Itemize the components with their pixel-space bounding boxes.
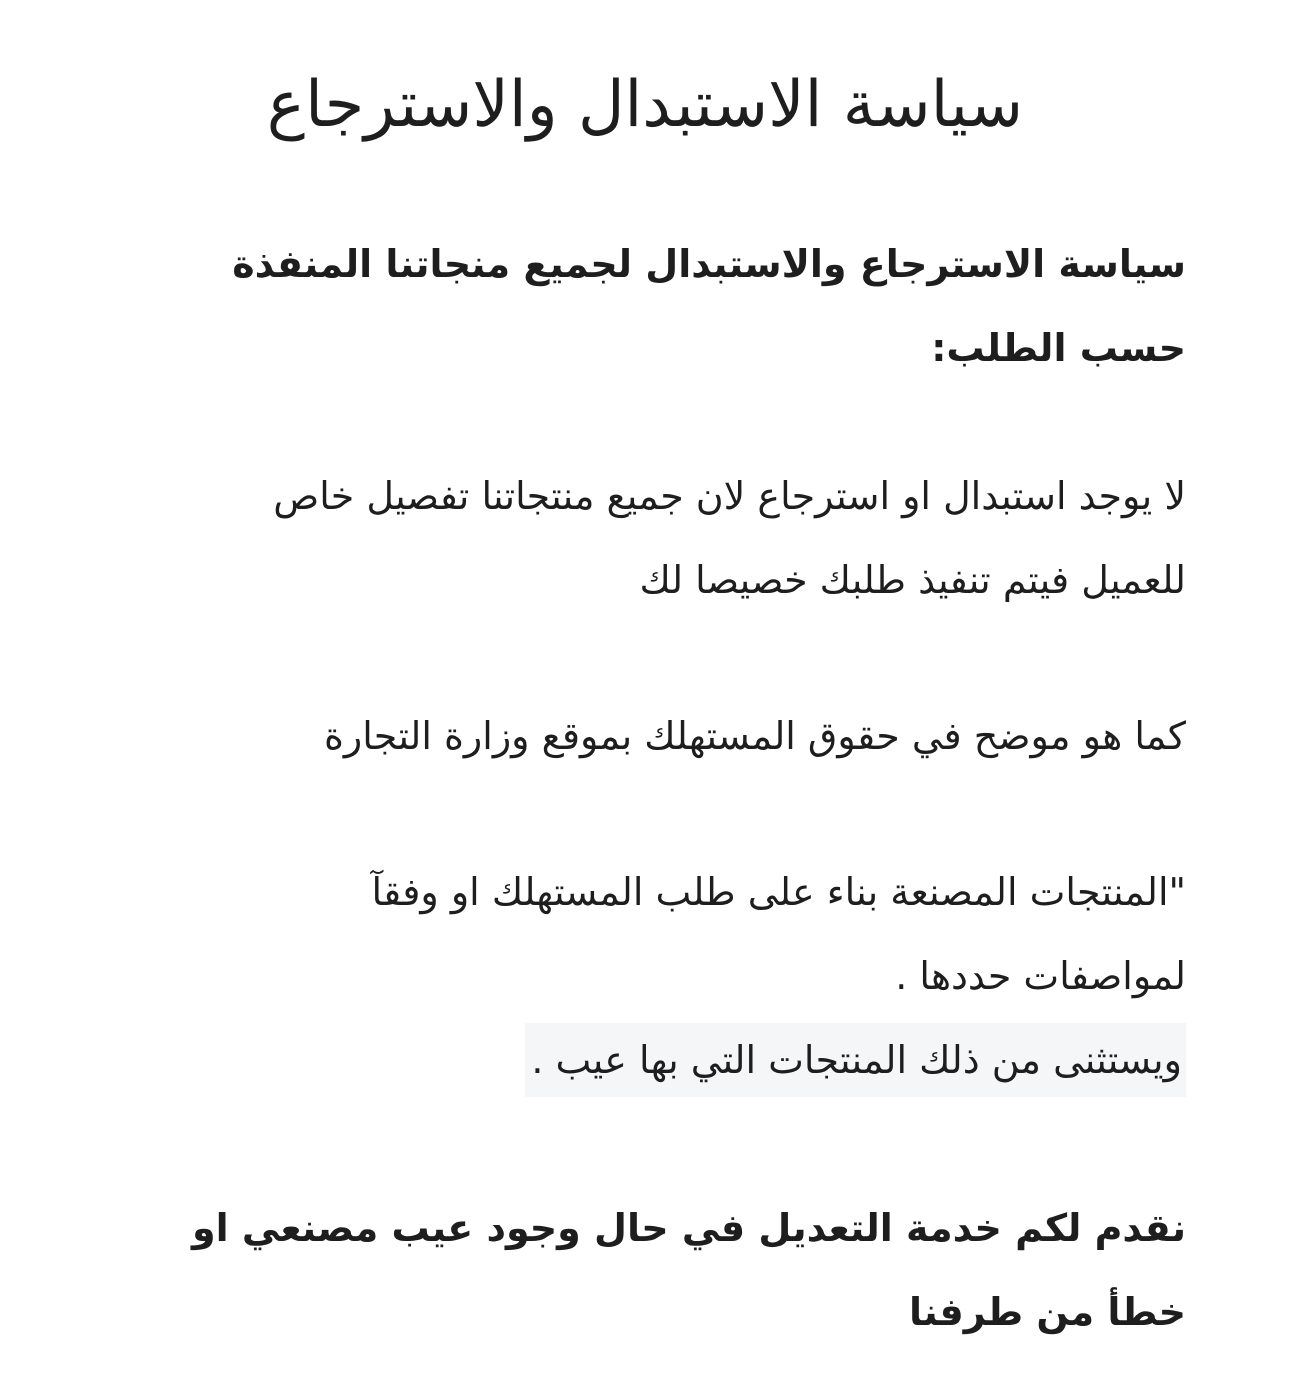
intro-paragraph — [106, 222, 1186, 390]
no-return-line-2: للعميل فيتم تنفيذ طلبك خصيصا لك — [639, 558, 1186, 602]
service-line-2: خطأ من طرفنا — [909, 1290, 1186, 1334]
no-return-line-1: لا يوجد استبدال او استرجاع لان جميع منتجاتنا تفصيل خاص — [273, 474, 1186, 518]
page-title: سياسة الاستبدال والاسترجاع — [266, 68, 1024, 142]
quote-line-3-wrapper — [106, 1018, 1186, 1102]
service-paragraph — [106, 1186, 1186, 1354]
consumer-rights-paragraph — [106, 694, 1186, 778]
intro-line-2: حسب الطلب: — [931, 326, 1186, 370]
consumer-rights-line: كما هو موضح في حقوق المستهلك بموقع وزارة التجارة — [323, 714, 1186, 758]
policy-content — [106, 222, 1186, 1354]
quote-paragraph — [106, 850, 1186, 1102]
quote-line-3: ويستثنى من ذلك المنتجات التي بها عيب . — [525, 1023, 1186, 1097]
quote-line-2: لمواصفات حددها . — [895, 954, 1186, 998]
service-line-1: نقدم لكم خدمة التعديل في حال وجود عيب مصنعي او — [192, 1206, 1186, 1250]
intro-line-1: سياسة الاسترجاع والاستبدال لجميع منجاتنا المنفذة — [232, 242, 1186, 286]
quote-line-1: "المنتجات المصنعة بناء على طلب المستهلك او وفقآ — [371, 870, 1186, 914]
no-return-paragraph — [106, 454, 1186, 622]
